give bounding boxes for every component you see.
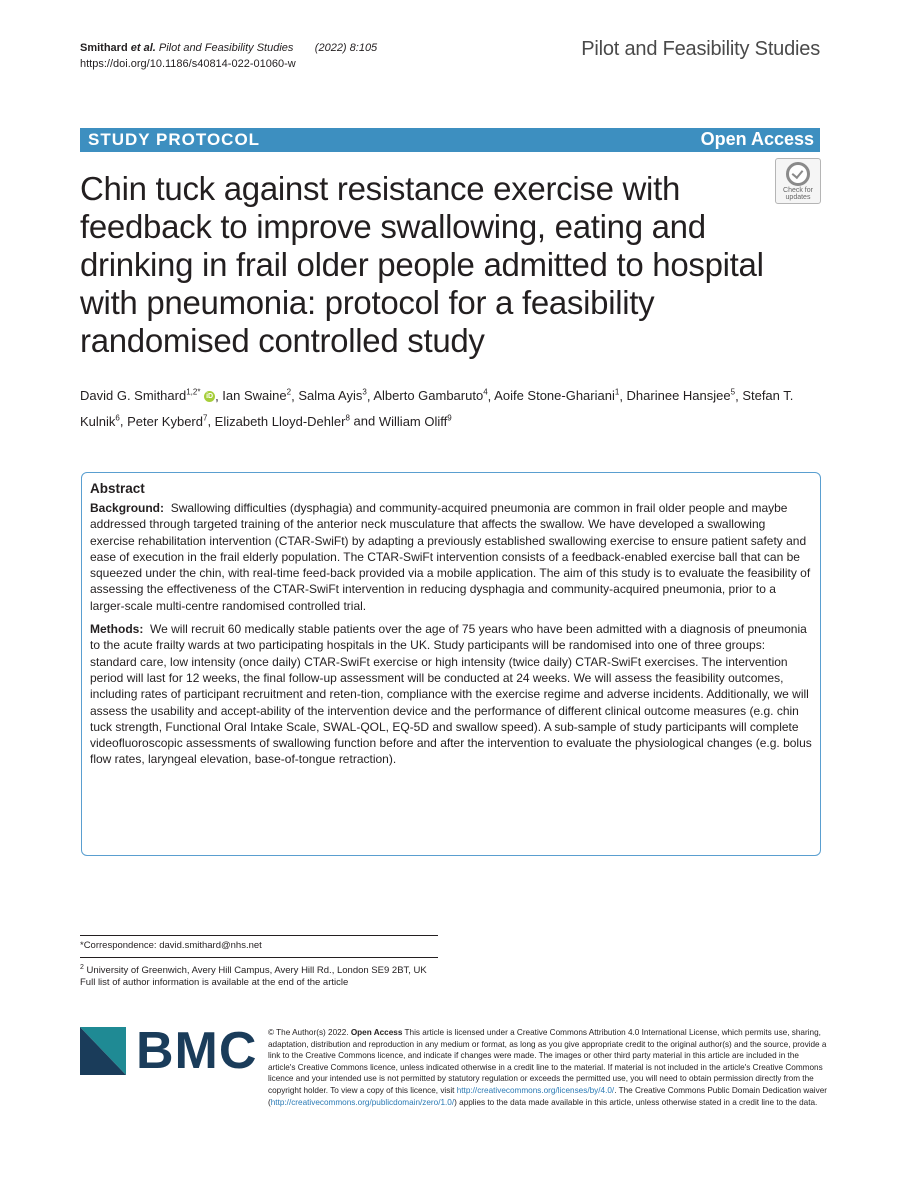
- running-header-citation: [80, 40, 377, 72]
- citation-line: Smithard et al. Pilot and Feasibility Studies (2022) 8:105: [80, 42, 378, 54]
- orcid-icon[interactable]: iD: [206, 393, 214, 401]
- correspondence: *Correspondence: david.smithard@nhs.net: [80, 940, 262, 951]
- section-label: STUDY PROTOCOL: [88, 130, 261, 149]
- authors-conjunction: and: [353, 413, 376, 429]
- affiliation: $^2$ University of Greenwich, Avery Hill Campus, Avery Hill Rd., London SE9 2BT, UK: [80, 963, 427, 976]
- author-list: David G. Smithard$^{1,2*}$ iD , Ian Swaine$^2$, Salma Ayis$^3$, Alberto Gambaruto$^4$, Aoife Stone-Ghariani$^1$, Dharinee Hansjee$^5$, Stefan T. Kulnik$^6$, Peter Kyberd$^7$, Elizabeth Lloyd-Dehler$^8$ and William Oliff$^9$: [80, 388, 794, 429]
- bmc-mark-icon: [80, 1027, 126, 1075]
- footnote-divider: [80, 957, 438, 958]
- doi-link[interactable]: https://doi.org/10.1186/s40814-022-01060-w: [80, 58, 296, 70]
- author[interactable]: Alberto Gambaruto$^4$: [373, 388, 488, 404]
- bmc-wordmark: BMC: [136, 1022, 258, 1080]
- author[interactable]: Dharinee Hansjee$^5$: [626, 388, 736, 404]
- author[interactable]: Salma Ayis$^3$: [298, 388, 367, 404]
- check-updates-icon: [786, 162, 810, 186]
- bmc-logo: [80, 1022, 258, 1080]
- author[interactable]: Stefan T. Kulnik$^6$: [80, 388, 794, 429]
- author[interactable]: Ian Swaine$^2$: [222, 388, 292, 404]
- author[interactable]: Peter Kyberd$^7$: [127, 413, 208, 429]
- author-info-note: Full list of author information is available at the end of the article: [80, 977, 349, 989]
- journal-name: Pilot and Feasibility Studies: [581, 38, 820, 60]
- footnote-rule: [80, 935, 438, 936]
- abstract-heading: Abstract: [90, 481, 145, 496]
- author[interactable]: William Oliff$^9$: [378, 413, 452, 429]
- abstract-box: [81, 472, 821, 856]
- abstract-background: Background: Swallowing difficulties (dysphagia) and community-acquired pneumonia are common in frail older people and maybe addressed through targeted training of the anterior neck musculature that affects the swallow. We have developed a swallowing exercise rehabilitation intervention (CTAR-SwiFt) by adapting a previously established swallowing exercise to ensure patient safety and ease of execution in the frail elderly population. The CTAR-SwiFt intervention consists of a feedback-enabled exercise ball that can be squeezed under the chin, with real-time feed-back provided via a mobile application. The aim of this study is to evaluate the feasibility of assessing the effectiveness of the CTAR-SwiFt intervention in reducing dysphagia and community-acquired pneumonia, prior to a larger-scale multi-centre randomised controlled trial.: [90, 501, 811, 613]
- license-text: © The Author(s) 2022. Open Access This article is licensed under a Creative Commons Attribution 4.0 International License, which permits use, sharing, adaptation, distribution and reproduction in any medium or format, as long as you give appropriate credit to the original author(s) and the source, provide a link to the Creative Commons licence, and indicate if changes were made. The images or other third party material in this article are included in the article's Creative Commons licence, unless indicated otherwise in a credit line to the material. If material is not included in the article's Creative Commons licence and your intended use is not permitted by statutory regulation or exceeds the permitted use, you will need to obtain permission directly from the copyright holder. To view a copy of this licence, visit http://creativecommons.org/licenses/by/4.0/. The Creative Commons Public Domain Dedication waiver (http://creativecommons.org/publicdomain/zero/1.0/) applies to the data made available in this article, unless otherwise stated in a credit line to the data.: [268, 1028, 827, 1107]
- open-access-label: Open Access: [700, 129, 814, 149]
- cc-zero-link[interactable]: http://creativecommons.org/publicdomain/zero/1.0/: [270, 1097, 455, 1107]
- footnotes: [80, 940, 440, 990]
- check-updates-label: Check for updates: [783, 187, 813, 201]
- check-for-updates-button[interactable]: [775, 158, 821, 204]
- article-title: Chin tuck against resistance exercise with feedback to improve swallowing, eating and drinking in frail older people admitted to hospital with pneumonia: protocol for a feasibility randomised controlled study: [80, 170, 764, 359]
- cc-by-link[interactable]: http://creativecommons.org/licenses/by/4.0/: [456, 1085, 615, 1095]
- author[interactable]: David G. Smithard$^{1,2*}$: [80, 388, 201, 404]
- section-banner: [80, 128, 820, 152]
- author[interactable]: Aoife Stone-Ghariani$^1$: [494, 388, 620, 404]
- abstract-methods: Methods: We will recruit 60 medically stable patients over the age of 75 years who have been admitted with a diagnosis of pneumonia to the acute frailty wards at two participating hospitals in the UK. Study participants will be randomised into one of three groups: standard care, low intensity (once daily) CTAR-SwiFt exercise or high intensity (twice daily) CTAR-SwiFt exercises. The intervention period will last for 12 weeks, the final follow-up assessment will be conducted at 24 weeks. We will assess the feasibility outcomes, including rates of participant recruitment and reten-tion, compliance with the exercise regime and adverse incidents. Additionally, we will assess the usability and accept-ability of the intervention device and the performance of different clinical outcome measures (e.g. chin tuck strength, Functional Oral Intake Scale, SWAL-QOL, EQ-5D and swallow speed). A sub-sample of study participants will complete videofluoroscopic assessments of swallowing function before and after the intervention to evaluate the physiological changes (e.g. bolus flow rates, laryngeal elevation, base-of-tongue retraction).: [90, 622, 812, 767]
- author[interactable]: Elizabeth Lloyd-Dehler$^8$: [214, 413, 350, 429]
